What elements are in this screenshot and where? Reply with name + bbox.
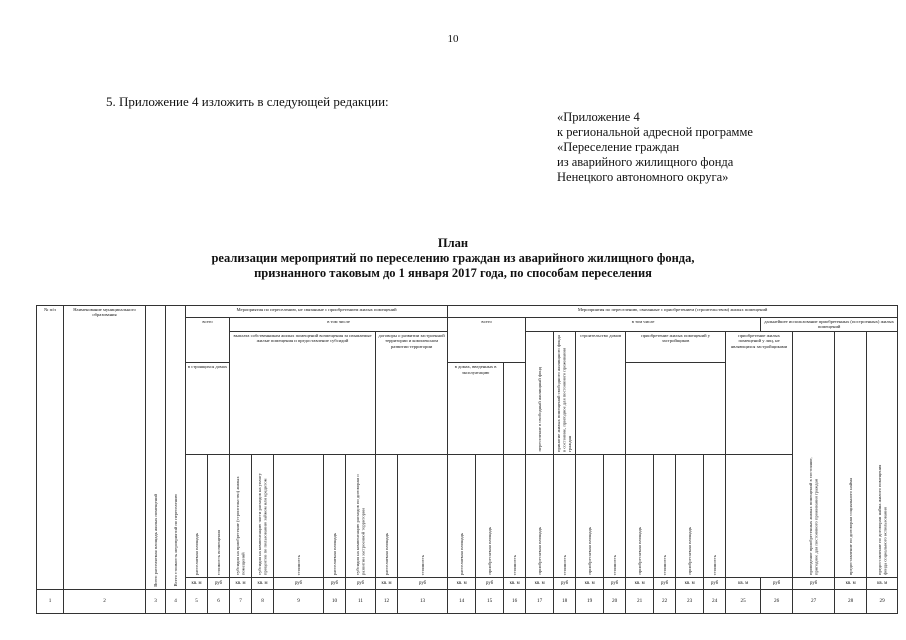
header-area3: расселяемая площадь [376,454,398,577]
header-acquisition-developers: приобретение жилых помещений у застройщиков [626,331,726,362]
unit-cell: руб [274,577,324,589]
col-number: 18 [554,589,576,613]
header-row-number: № п/п [37,306,64,590]
header-subsidy-contracts: субсидия на компенсацию расходов по договорам о развитии застроенной территории [346,454,376,577]
appendix-line: «Переселение граждан [557,140,680,154]
col-number: 27 [793,589,835,613]
header-acquisition-other: приобретение жилых помещений у лиц, не являющихся застройщиками [726,331,793,454]
header-construction: строительство домов [576,331,626,454]
unit-cell: кв. м [867,577,898,589]
appendix-line: из аварийного жилищного фонда [557,155,734,169]
col-number: 7 [230,589,252,613]
header-area2: расселяемая площадь [324,454,346,577]
col-number: 25 [726,589,761,613]
header-including-b: в том числе [526,318,761,332]
plan-title-line: признанного таковым до 1 января 2017 года, по способам переселения [254,266,652,280]
col-number: 5 [186,589,208,613]
unit-cell: руб [793,577,835,589]
col-number: 2 [64,589,146,613]
unit-cell: руб [704,577,726,589]
unit-cell: кв. м [504,577,526,589]
header-cost: стоимость [654,454,676,577]
header-maneuver: предоставление по договорам найма жилого помещения фонда социального использования [867,331,898,577]
col-number: 8 [252,589,274,613]
header-total-a: всего [186,318,230,363]
header-total-cost: Всего стоимость мероприятий по переселению [166,306,186,590]
unit-cell: кв. м [626,577,654,589]
unit-cell: кв. м [448,577,476,589]
header-free-fund: принятие жилых помещений свободного жилищного фонда в состояние, пригодное для постоянного проживания граждан [554,331,576,454]
col-number: 3 [146,589,166,613]
amendment-instruction: 5. Приложение 4 изложить в следующей редакции: [106,94,389,109]
col-number: 24 [704,589,726,613]
header-cost: стоимость [398,454,448,577]
header-acq-area: приобретаемая площадь [626,454,654,577]
unit-cell: руб [554,577,576,589]
appendix-line: Ненецкого автономного округа» [557,170,729,184]
col-number: 1 [37,589,64,613]
appendix-line: к региональной адресной программе [557,125,753,139]
appendix-header [557,110,753,185]
header-area: расселяемая площадь [448,454,476,577]
unit-cell: кв. м [526,577,554,589]
col-number: 23 [676,589,704,613]
unit-cell: руб [208,577,230,589]
col-number: 9 [274,589,324,613]
plan-title [0,236,906,281]
unit-cell: руб [654,577,676,589]
header-acq-area: приобретаемая площадь [576,454,604,577]
header-repair: проведение приобретенных жилых помещений в состояние, пригодное для постоянного проживания граждан [793,331,835,577]
unit-cell: руб [604,577,626,589]
header-cost: стоимость [554,454,576,577]
header-cost: стоимость [274,454,324,577]
unit-cell: кв. м [186,577,208,589]
header-including-a: в том числе [230,318,448,332]
col-number: 16 [504,589,526,613]
col-number: 19 [576,589,604,613]
unit-cell: кв. м [252,577,274,589]
col-number: 20 [604,589,626,613]
col-number: 4 [166,589,186,613]
header-contracts: договоры о развитии застроенной территории и комплексном развитии территории [376,331,448,454]
unit-cell: руб [324,577,346,589]
header-transfer: переселение в свободный жилищный фонд [526,331,554,454]
column-numbers-row [37,589,898,613]
header-area: расселяемая площадь [186,454,208,577]
header-further-use: дальнейшее использование приобретенных (построенных) жилых помещений [761,318,898,332]
col-number: 26 [761,589,793,613]
col-number: 6 [208,589,230,613]
resettlement-plan-table [36,305,898,614]
page-number: 10 [447,33,459,45]
header-group-no-acquisition: Мероприятия по переселению, не связанные с приобретением жилых помещений [186,306,448,318]
col-number: 22 [654,589,676,613]
header-group-acquisition: Мероприятия по переселению, связанные с приобретением (строительством) жилых помещений [448,306,898,318]
header-acq-area: приобретаемая площадь [526,454,554,577]
unit-cell: кв. м [376,577,398,589]
col-number: 13 [398,589,448,613]
col-number: 11 [346,589,376,613]
unit-cell: кв. м [676,577,704,589]
header-subsidy-compensation: субсидия на компенсацию части расходов на уплату процентов по пользованию займом или кредитом [252,454,274,577]
plan-title-line: План [437,236,469,250]
header-municipality: Наименование муниципального образования [64,306,146,590]
header-payout: выплата собственникам жилых помещений возмещения за изымаемые жилые помещения и предоставление субсидий [230,331,376,454]
unit-cell: кв. м [576,577,604,589]
header-cost: стоимость [504,454,526,577]
unit-cell: руб [398,577,448,589]
unit-cell: руб [761,577,793,589]
col-number: 14 [448,589,476,613]
unit-cell: кв. м [835,577,867,589]
col-number: 28 [835,589,867,613]
col-number: 12 [376,589,398,613]
col-number: 21 [626,589,654,613]
col-number: 17 [526,589,554,613]
plan-title-line: реализации мероприятий по переселению граждан из аварийного жилищного фонда, [211,251,695,265]
header-under-construction: в строящихся домах [186,363,230,455]
unit-cell: кв. м [230,577,252,589]
unit-cell: руб [346,577,376,589]
header-acq-area: приобретаемая площадь [676,454,704,577]
header-cost: стоимость [604,454,626,577]
header-total-area: Всего расселяемая площадь жилых помещений [146,306,166,590]
unit-cell: руб [476,577,504,589]
header-total-b: всего [448,318,526,363]
header-acq-area: приобретаемая площадь [476,454,504,577]
col-number: 10 [324,589,346,613]
unit-cell: кв. м [726,577,761,589]
header-cost: стоимость [704,454,726,577]
col-number: 15 [476,589,504,613]
header-cost-compensation: стоимость возмещения [208,454,230,577]
header-built-homes: в домах, введенных в эксплуатацию [448,363,504,455]
header-subsidy-purchase: субсидия на приобретение (строительство) жилых помещений [230,454,252,577]
col-number: 29 [867,589,898,613]
header-social: предоставление по договорам социального найма [835,331,867,577]
appendix-line: «Приложение 4 [557,110,640,124]
